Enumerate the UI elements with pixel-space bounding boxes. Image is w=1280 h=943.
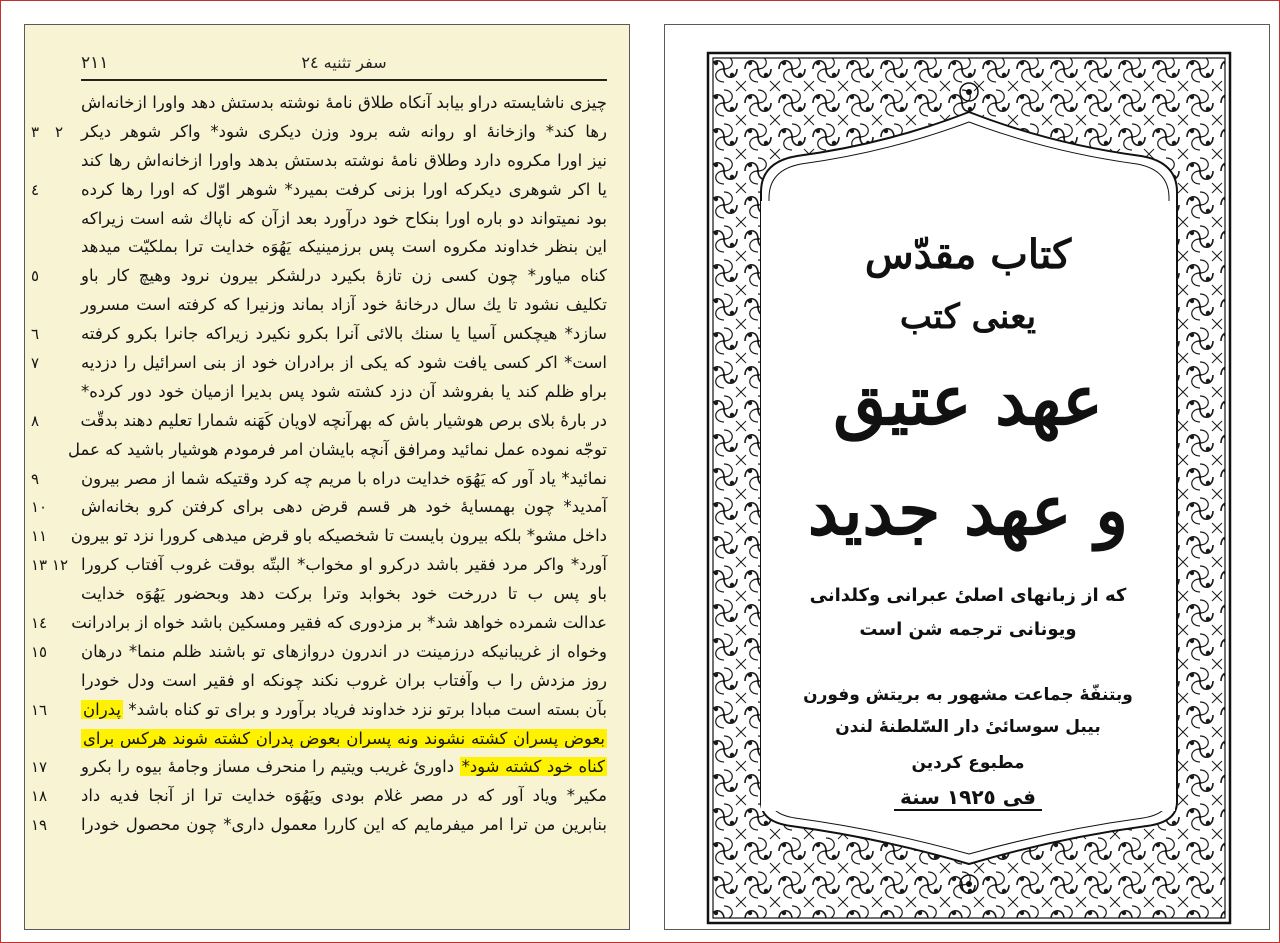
text-line — [81, 291, 607, 320]
right-page-title-scan — [664, 24, 1270, 930]
verse-number: ١٤ — [31, 614, 48, 633]
text-line — [31, 118, 607, 147]
verse-number: ٧ — [31, 354, 40, 373]
text-line — [31, 696, 607, 725]
line-text: است* اکر کسی یافت شود که یکی از برادران خود از بنی اسرائیل را دزدیه — [81, 353, 607, 373]
text-line — [67, 436, 607, 465]
text-line — [31, 609, 607, 638]
line-text: وخواه از غریبانیکه درزمینت در اندرون دروازهای تو باشند ظلم منما* درهان — [81, 641, 607, 661]
verse-number: ٦ — [31, 325, 40, 344]
text-line — [31, 407, 607, 436]
highlighted-text: کناه خود کشته شود* — [461, 757, 605, 777]
verse-number: ٤ — [31, 180, 40, 199]
verse-number: ٢ ٣ — [31, 122, 63, 141]
publication-year-text: فی ١٩٢٥ سنة — [894, 785, 1042, 811]
line-text: بنابرین من ترا امر میفرمایم که این کاررا معمول داری* چون محصول خودرا — [81, 815, 607, 835]
line-text: باو پس ب تا دررخت خود بخوابد وترا برکت دهد وبحضور یَهُوَه خدایت — [81, 584, 607, 604]
verse-number: ١٦ — [31, 700, 48, 719]
text-line — [31, 262, 607, 291]
line-text: آمدید* چون بهمسایهٔ خود هر قسم قرض دهی برای کرفتن کرو بخانه‌اش — [81, 497, 607, 517]
page-header — [81, 51, 607, 81]
line-text: رها کند* وازخانهٔ او روانه شه برود وزن دیکری شود* واکر شوهر دیکر — [81, 121, 607, 141]
page-number: ٢١١ — [81, 53, 109, 73]
translation-note-line1: که از زبانهای اصلیٔ عبرانی وکلدانی — [809, 585, 1127, 606]
title-old-testament: عهد عتیق — [833, 361, 1103, 441]
text-line — [31, 176, 607, 205]
text-line — [31, 811, 607, 840]
line-text: کناه میاور* چون کسی زن تازهٔ بکیرد درلشکر بیرون نرود وهیچ کار باو — [81, 266, 607, 286]
verse-number: ١٩ — [31, 816, 48, 835]
text-line — [81, 147, 607, 176]
publisher-line1: وبتنفّهٔ جماعت مشهور به بریتش وفورن — [803, 685, 1133, 705]
verse-number: ١٠ — [31, 498, 48, 517]
line-text: توجّه نموده عمل نمائید ومرافق آنچه بایشان امر فرمودم هوشیار باشید که عمل — [67, 439, 607, 459]
text-line — [31, 782, 607, 811]
line-text: مکیر* ویاد آور که در مصر غلام بودی ویَهُوَه خدایت ترا از آنجا فدیه داد — [81, 786, 607, 806]
title-new-testament: و عهد جدید — [807, 471, 1129, 551]
text-line — [31, 638, 607, 667]
verse-number: ١٧ — [31, 758, 48, 777]
text-line — [81, 205, 607, 234]
line-text: عدالت شمرده خواهد شد* بر مزدوری که فقیر ومسکین باشد خواه از برادرانت — [71, 613, 607, 633]
line-text: چیزی ناشایسته دراو بیابد آنکاه طلاق نامهٔ نوشته بدستش دهد واورا ازخانه‌اش — [81, 93, 607, 112]
verse-number: ٩ — [31, 469, 40, 488]
text-line — [31, 465, 607, 494]
printed-note: مطبوع کردین — [911, 753, 1025, 773]
line-text: یا اکر شوهری دیکرکه اورا بزنی کرفت بمیرد* شوهر اوّل که اورا رها کرده — [81, 179, 607, 199]
line-text: داخل مشو* بلکه بیرون بایست تا شخصیکه باو قرض میدهی کرورا نزد تو بیرون — [70, 526, 607, 546]
text-line — [81, 580, 607, 609]
highlighted-text: بعوض پسران کشته نشوند ونه پسران بعوض پدران کشته شوند هرکس برای — [83, 728, 605, 748]
line-text: آورد* واکر مرد فقیر باشد درکرو او مخواب* البتّه بوقت غروب آفتاب کرورا — [81, 555, 607, 575]
publisher-line2: بیبل سوسائیٔ دار السّلطنهٔ لندن — [835, 717, 1101, 737]
verse-number: ٥ — [31, 267, 40, 286]
text-line — [81, 667, 607, 696]
verse-number: ١١ — [31, 527, 48, 546]
verse-number: ٨ — [31, 411, 40, 430]
line-text: بآن بسته است مبادا برتو نزد خداوند فریاد برآورد و برای تو کناه باشد* — [128, 699, 607, 719]
line-text: نیز اورا مکروه دارد وطلاق نامهٔ نوشته بدستش بدهد واورا ازخانه‌اش رها کند — [81, 150, 607, 170]
line-text: در بارهٔ بلای برص هوشیار باش که بهرآنچه لاویان کَهَنه شمارا تعلیم دهند بدقّت — [80, 410, 607, 430]
line-text: داوریٔ غریب ویتیم را منحرف مساز وجامهٔ بیوه را بکرو — [81, 757, 455, 777]
line-text: بود نمیتواند دو باره اورا بنکاح خود درآورد بعد ازآن که ناپاك شه است زیراکه — [81, 208, 607, 228]
running-head: سفر تثنیه ٢٤ — [301, 53, 387, 72]
scripture-text — [31, 89, 607, 840]
left-page-scan — [24, 24, 630, 930]
text-line — [81, 233, 607, 262]
title-page-text — [761, 201, 1175, 811]
verse-number: ١٥ — [31, 642, 48, 661]
text-line — [31, 551, 607, 580]
text-line — [81, 89, 607, 118]
verse-number: ١٨ — [31, 787, 48, 806]
text-line — [81, 725, 607, 754]
text-line — [31, 349, 607, 378]
publication-year — [761, 785, 1175, 809]
line-text: سازد* هیچکس آسیا یا سنك بالائی آنرا بکرو نکیرد زیراکه جانرا بکرو کرفته — [81, 324, 607, 344]
line-text: براو ظلم کند یا بفروشد آن دزد کشته شود پس بدیرا ازمیان خود دور کرده* — [81, 381, 607, 401]
line-text: این بنظر خداوند مکروه است پس برزمینیکه یَهُوَه خدایت ترا بملکیّت میدهد — [81, 237, 607, 257]
translation-note-line2: ویونانی ترجمه شن است — [859, 619, 1077, 640]
text-line — [31, 753, 607, 782]
verse-number: ١٢ ١٣ — [31, 556, 69, 575]
title-that-is-books: یعنی کتب — [899, 297, 1037, 337]
text-line — [31, 493, 607, 522]
line-text: نمائید* یاد آور که یَهُوَه خدایت دراه با مریم چه کرد وقتیکه شما از مصر بیرون — [81, 468, 607, 488]
text-line — [31, 320, 607, 349]
highlighted-text: پدران — [83, 699, 121, 719]
title-holy-book: کتاب مقدّس — [864, 231, 1072, 278]
line-text: روز مزدش را ب وآفتاب بران غروب نکند چونکه او فقیر است ودل خودرا — [81, 670, 607, 690]
line-text: تکلیف نشود تا یك سال درخانهٔ خود آزاد بماند وزنیرا که کرفته است مسرور — [81, 295, 607, 315]
text-line — [31, 522, 607, 551]
text-line — [81, 378, 607, 407]
